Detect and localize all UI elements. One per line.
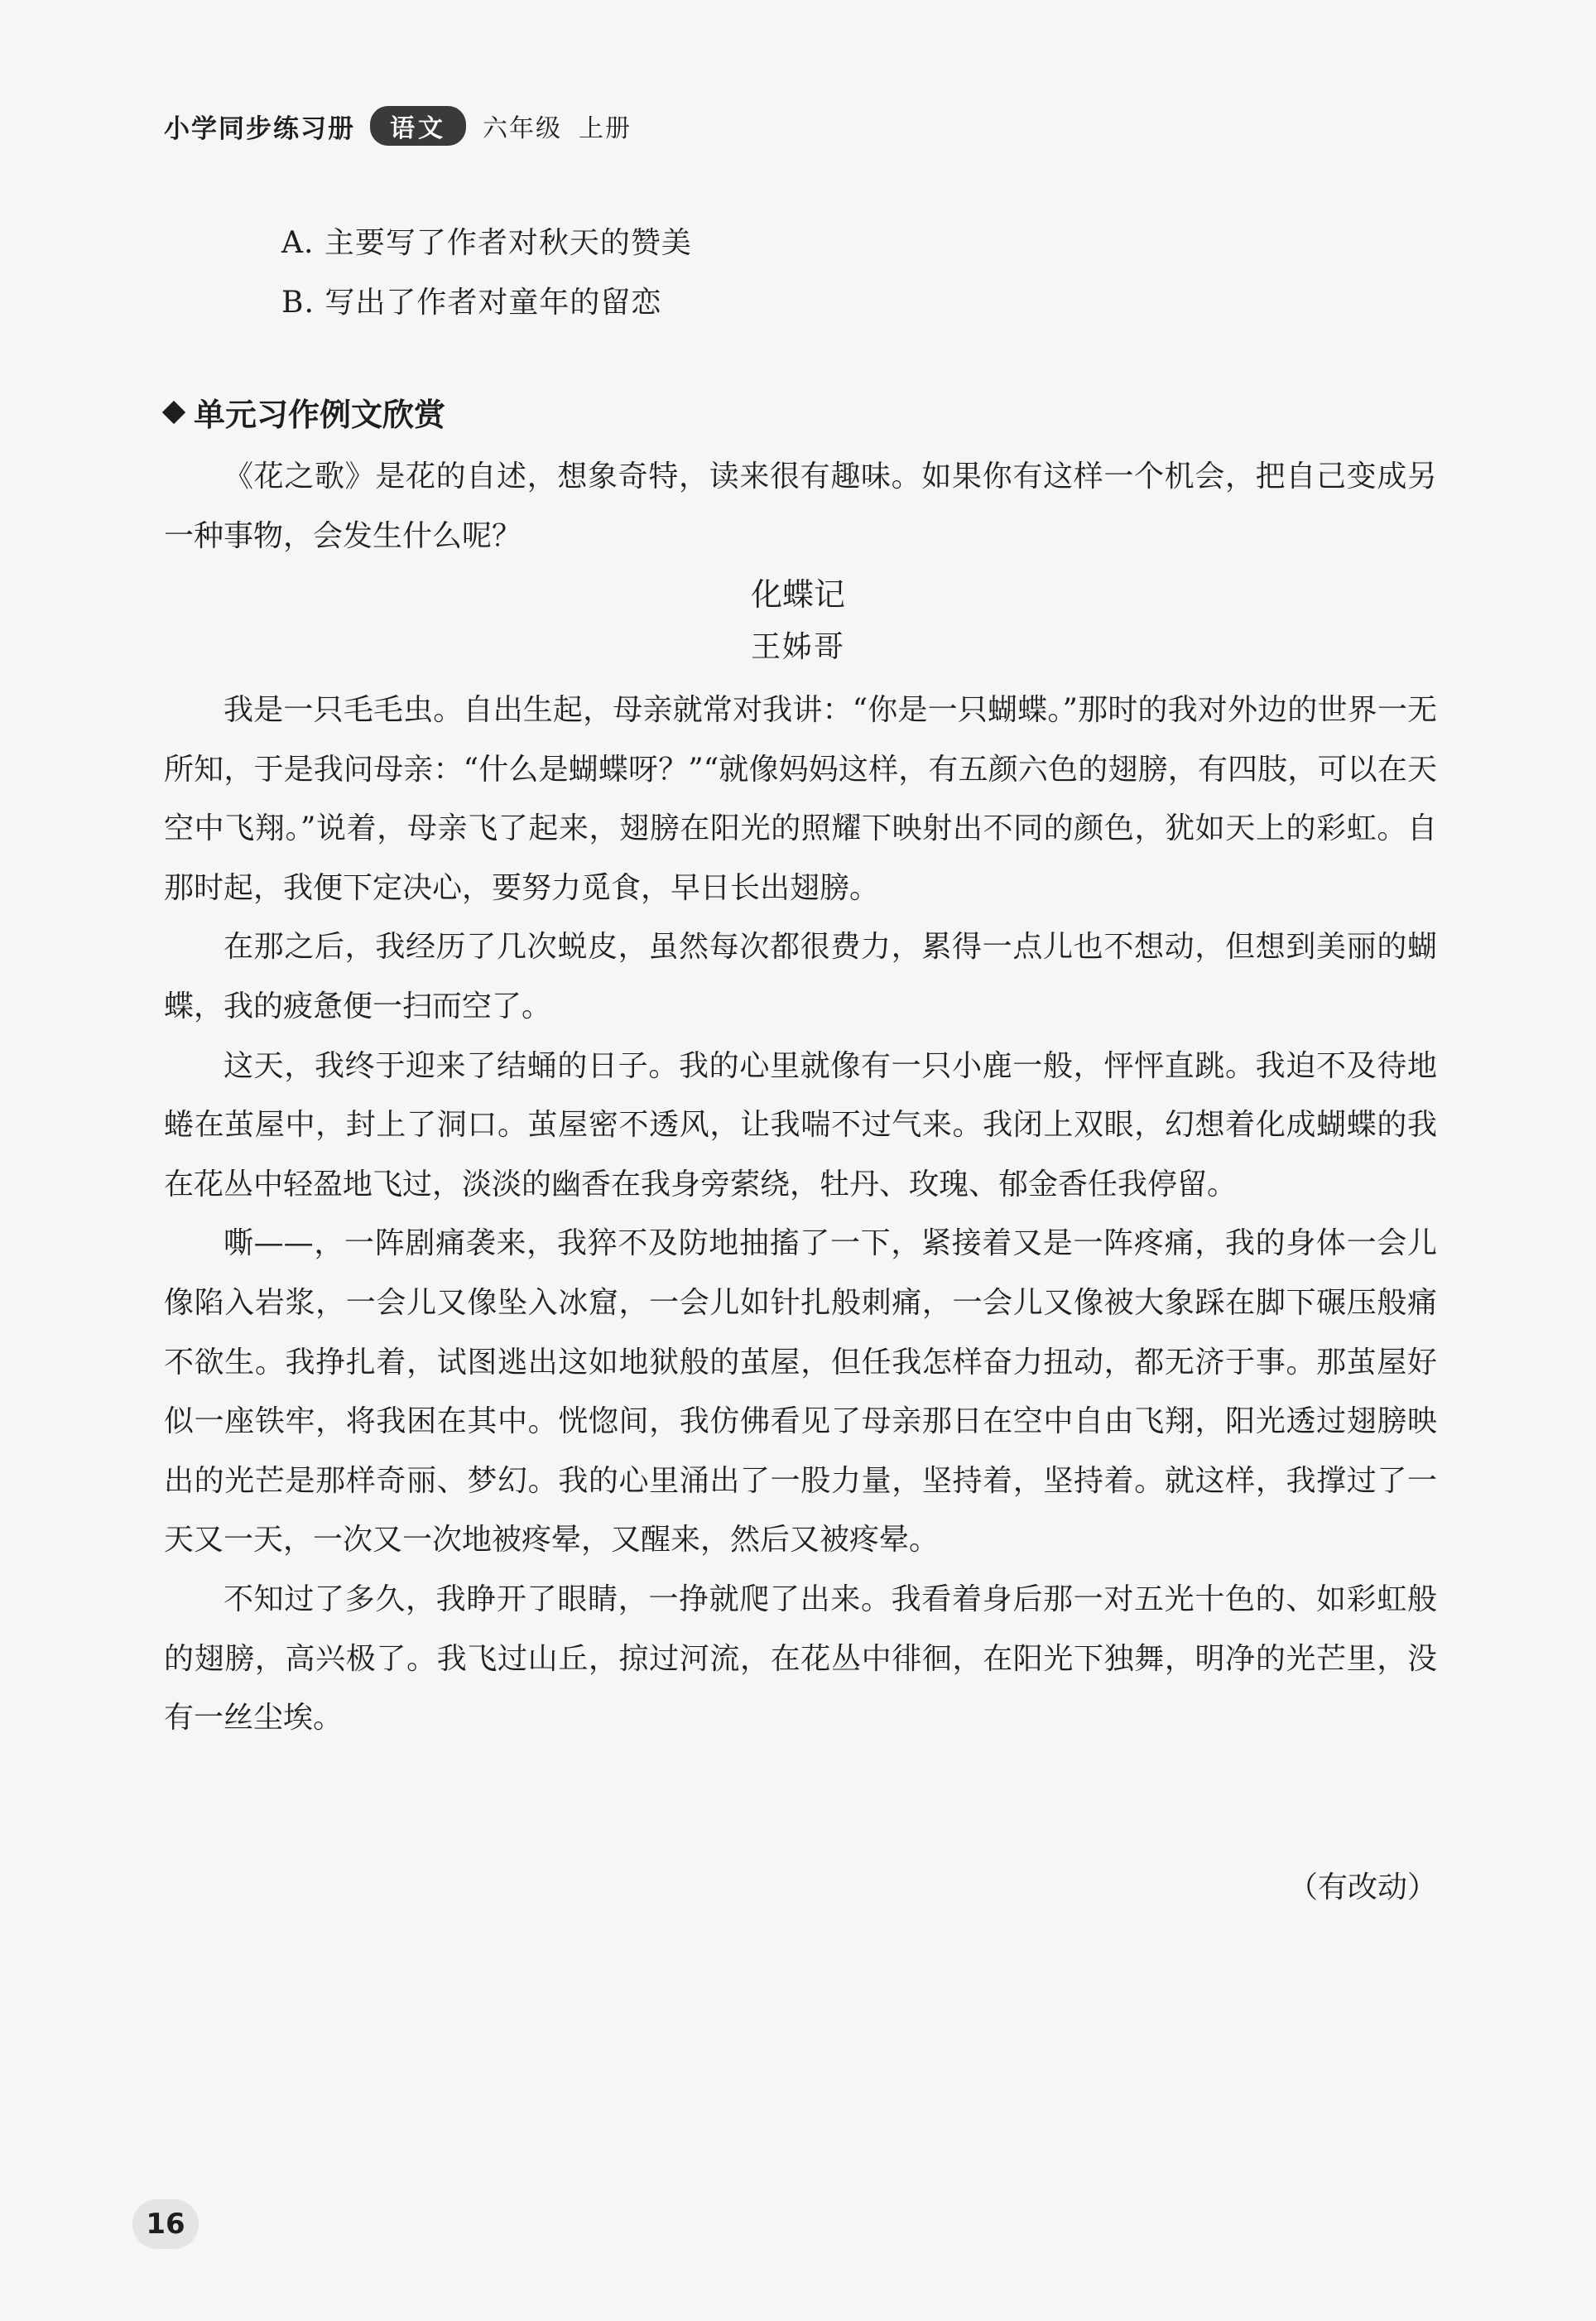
essay-author: 王姊哥 <box>750 630 845 664</box>
page-header <box>164 106 632 146</box>
section-intro <box>164 447 1437 566</box>
answer-options <box>281 214 692 333</box>
subject-badge: 语文 <box>370 106 466 146</box>
grade-label: 六年级 <box>483 114 562 143</box>
essay-body <box>164 681 1437 1748</box>
essay-paragraph: 嘶——，一阵剧痛袭来，我猝不及防地抽搐了一下，紧接着又是一阵疼痛，我的身体一会儿像陷入岩浆，一会儿又像坠入冰窟，一会儿如针扎般刺痛，一会儿又像被大象踩在脚下碾压般痛不欲生。我挣扎着，试图逃出这如地狱般的茧屋，但任我怎样奋力扭动，都无济于事。那茧屋好似一座铁牢，将我困在其中。恍惚间，我仿佛看见了母亲那日在空中自由飞翔，阳光透过翅膀映出的光芒是那样奇丽、梦幻。我的心里涌出了一股力量，坚持着，坚持着。就这样，我撑过了一天又一天，一次又一次地被疼晕，又醒来，然后又被疼晕。 <box>164 1226 1437 1558</box>
option-b: B. 写出了作者对童年的留恋 <box>281 286 662 320</box>
adaptation-note: （有改动） <box>1287 1871 1437 1904</box>
page-number: 16 <box>132 2199 199 2249</box>
essay-paragraph: 这天，我终于迎来了结蛹的日子。我的心里就像有一只小鹿一般，怦怦直跳。我迫不及待地蜷在茧屋中，封上了洞口。茧屋密不透风，让我喘不过气来。我闭上双眼，幻想着化成蝴蝶的我在花丛中轻盈地飞过，淡淡的幽香在我身旁萦绕，牡丹、玫瑰、郁金香任我停留。 <box>164 1048 1437 1201</box>
essay-title: 化蝶记 <box>750 576 845 613</box>
section-heading <box>166 389 445 435</box>
book-series-title: 小学同步练习册 <box>164 113 355 144</box>
essay-paragraph: 不知过了多久，我睁开了眼睛，一挣就爬了出来。我看着身后那一对五光十色的、如彩虹般的翅膀，高兴极了。我飞过山丘，掠过河流，在花丛中徘徊，在阳光下独舞，明净的光芒里，没有一丝尘埃。 <box>164 1582 1437 1736</box>
intro-paragraph: 《花之歌》是花的自述，想象奇特，读来很有趣味。如果你有这样一个机会，把自己变成另一种事物，会发生什么呢？ <box>164 460 1437 553</box>
section-title-text: 单元习作例文欣赏 <box>194 397 446 433</box>
option-a: A. 主要写了作者对秋天的赞美 <box>281 226 692 260</box>
essay-paragraph: 在那之后，我经历了几次蜕皮，虽然每次都很费力，累得一点儿也不想动，但想到美丽的蝴蝶，我的疲惫便一扫而空了。 <box>164 930 1437 1023</box>
diamond-bullet-icon <box>162 400 185 423</box>
volume-label: 上册 <box>579 114 632 143</box>
essay-paragraph: 我是一只毛毛虫。自出生起，母亲就常对我讲：“你是一只蝴蝶。”那时的我对外边的世界一无所知，于是我问母亲：“什么是蝴蝶呀？”“就像妈妈这样，有五颜六色的翅膀，有四肢，可以在天空中飞翔。”说着，母亲飞了起来，翅膀在阳光的照耀下映射出不同的颜色，犹如天上的彩虹。自那时起，我便下定决心，要努力觅食，早日长出翅膀。 <box>164 693 1437 905</box>
